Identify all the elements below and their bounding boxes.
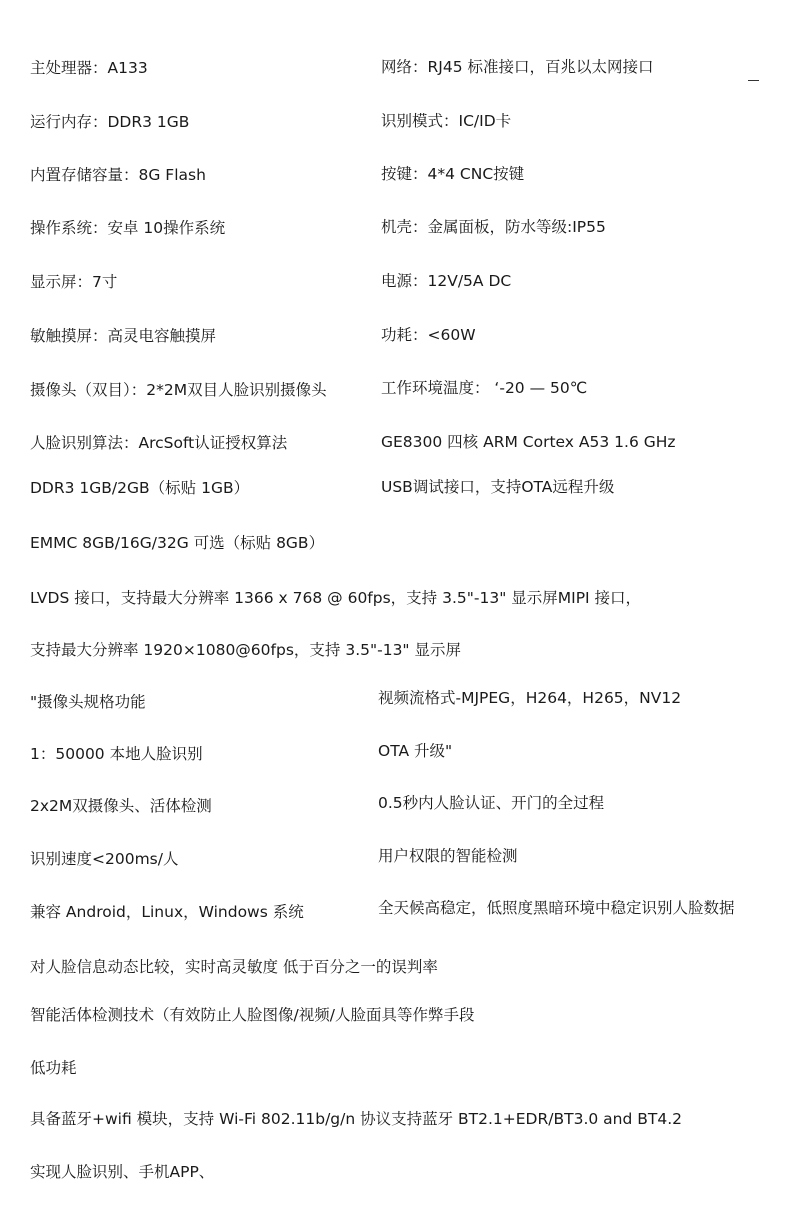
spec-left-text: 摄像头（双目）：2*2M双目人脸识别摄像头: [30, 381, 327, 399]
spec-right-text: 网络：RJ45 标准接口，百兆以太网接口: [381, 58, 654, 76]
spec-right-text: 机壳：金属面板，防水等级:IP55: [381, 218, 606, 236]
feature-line: 低功耗: [30, 1059, 77, 1077]
dash-mark: [748, 80, 759, 81]
spec-right-text: 功耗：<60W: [381, 326, 476, 344]
spec-line: LVDS 接口，支持最大分辨率 1366 x 768 @ 60fps，支持 3.5"-13" 显示屏MIPI 接口，: [30, 589, 642, 607]
spec-right-text: 电源：12V/5A DC: [381, 272, 512, 290]
feature-left-text: 兼容 Android，Linux，Windows 系统: [30, 903, 304, 921]
feature-line: 实现人脸识别、手机APP、: [30, 1163, 215, 1181]
spec-right-text: 按键：4*4 CNC按键: [381, 165, 525, 183]
feature-line: 智能活体检测技术（有效防止人脸图像/视频/人脸面具等作弊手段: [30, 1006, 475, 1024]
feature-right-text: OTA 升级": [378, 742, 453, 760]
feature-left-text: 2x2M双摄像头、活体检测: [30, 797, 212, 815]
feature-right-text: 全天候高稳定，低照度黑暗环境中稳定识别人脸数据: [378, 899, 735, 917]
spec-left-text: 内置存储容量：8G Flash: [30, 166, 206, 184]
feature-right-text: 用户权限的智能检测: [378, 847, 518, 865]
spec-line: 支持最大分辨率 1920×1080@60fps，支持 3.5"-13" 显示屏: [30, 641, 461, 659]
spec-right-text: GE8300 四核 ARM Cortex A53 1.6 GHz: [381, 433, 676, 451]
feature-right-text: 视频流格式-MJPEG，H264，H265，NV12: [378, 689, 682, 707]
spec-right-text: 工作环境温度： ‘-20 — 50℃: [381, 379, 588, 397]
spec-left-text: 敏触摸屏：高灵电容触摸屏: [30, 327, 217, 345]
feature-line: 具备蓝牙+wifi 模块，支持 Wi-Fi 802.11b/g/n 协议支持蓝牙 BT2.1+EDR/BT3.0 and BT4.2: [30, 1110, 683, 1128]
spec-left-text: 显示屏：7寸: [30, 273, 118, 291]
spec-right-text: 识别模式：IC/ID卡: [381, 112, 512, 130]
spec-left-text: 人脸识别算法：ArcSoft认证授权算法: [30, 434, 288, 452]
feature-line: 对人脸信息动态比较，实时高灵敏度 低于百分之一的误判率: [30, 958, 438, 976]
feature-right-text: 0.5秒内人脸认证、开门的全过程: [378, 794, 605, 812]
spec-left-text: 运行内存：DDR3 1GB: [30, 113, 190, 131]
spec-left-text: 操作系统：安卓 10操作系统: [30, 219, 226, 237]
feature-left-text: 1：50000 本地人脸识别: [30, 745, 203, 763]
spec-left-text: 主处理器：A133: [30, 59, 148, 77]
spec-left-text: DDR3 1GB/2GB（标贴 1GB）: [30, 479, 250, 497]
feature-left-text: 识别速度<200ms/人: [30, 850, 179, 868]
spec-line: EMMC 8GB/16G/32G 可选（标贴 8GB）: [30, 534, 325, 552]
spec-right-text: USB调试接口，支持OTA远程升级: [381, 478, 615, 496]
feature-left-text: "摄像头规格功能: [30, 693, 146, 711]
